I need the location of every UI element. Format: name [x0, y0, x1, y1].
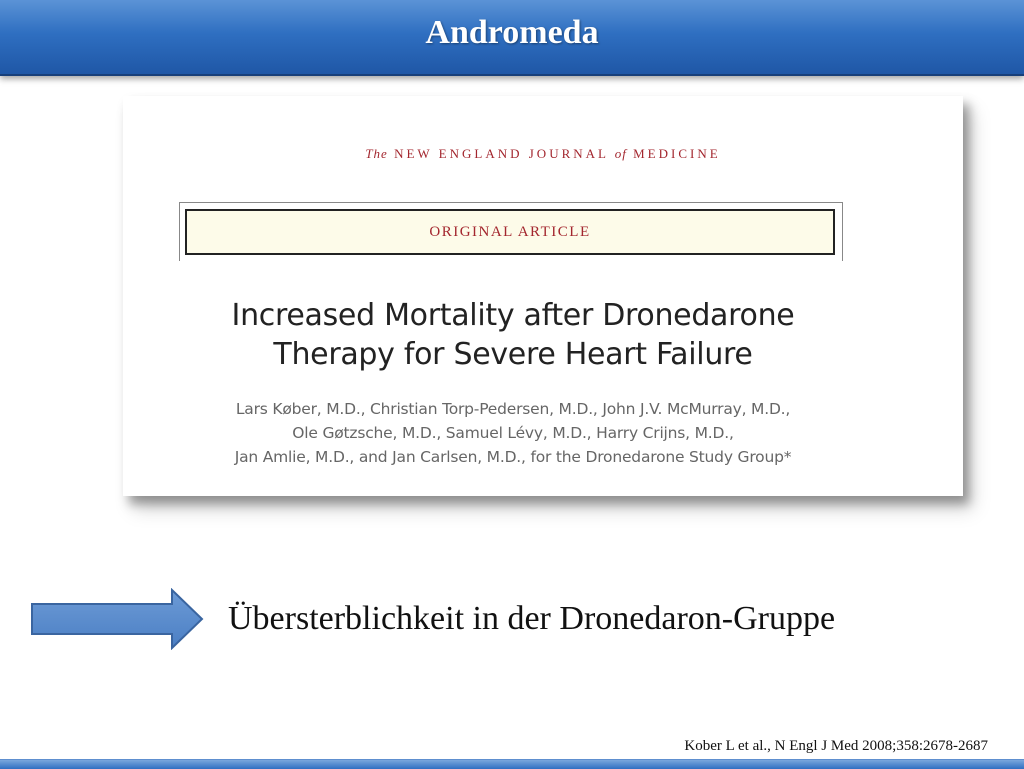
- article-type-label: ORIGINAL ARTICLE: [185, 209, 835, 255]
- journal-name: [123, 146, 963, 162]
- conclusion-text: Übersterblichkeit in der Dronedaron-Gruppe: [228, 600, 836, 637]
- journal-main-1: NEW ENGLAND JOURNAL: [394, 146, 609, 161]
- article-title-line-2: Therapy for Severe Heart Failure: [273, 337, 753, 372]
- journal-the: The: [365, 146, 388, 161]
- article-title: [123, 296, 903, 374]
- article-authors: [123, 397, 903, 469]
- right-arrow-icon: [30, 588, 205, 650]
- citation: Kober L et al., N Engl J Med 2008;358:2678-2687: [684, 738, 988, 754]
- slide-title: Andromeda: [425, 14, 599, 51]
- article-screenshot: [123, 96, 963, 496]
- title-bar: [0, 0, 1024, 76]
- authors-line-3: Jan Amlie, M.D., and Jan Carlsen, M.D., for the Dronedarone Study Group*: [234, 448, 792, 466]
- authors-line-2: Ole Gøtzsche, M.D., Samuel Lévy, M.D., Harry Crijns, M.D.,: [292, 424, 734, 442]
- authors-line-1: Lars Køber, M.D., Christian Torp-Pedersen, M.D., John J.V. McMurray, M.D.,: [235, 400, 791, 418]
- journal-main-2: MEDICINE: [633, 146, 721, 161]
- article-title-line-1: Increased Mortality after Dronedarone: [231, 298, 795, 333]
- journal-of: of: [614, 146, 627, 161]
